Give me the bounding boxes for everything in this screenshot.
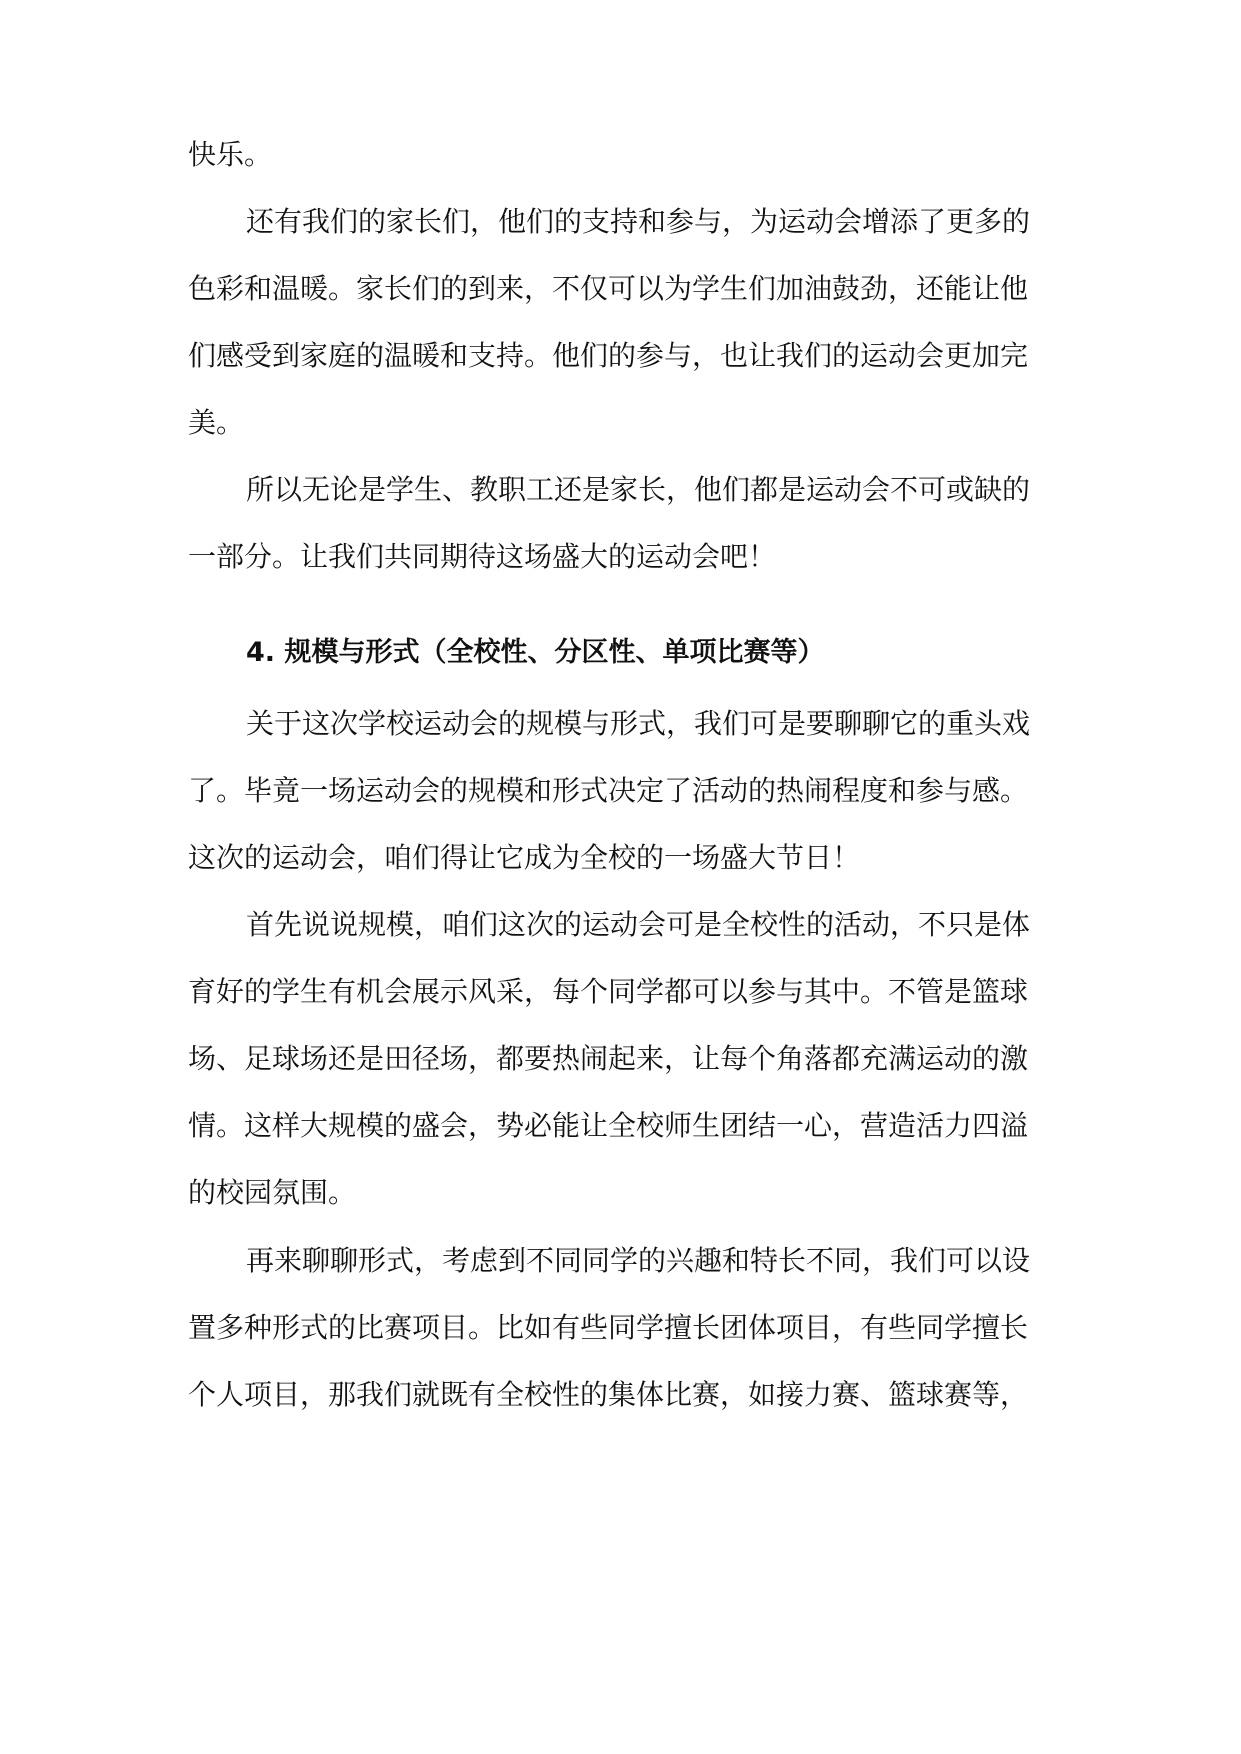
paragraph-line: 育好的学生有机会展示风采，每个同学都可以参与其中。不管是篮球 bbox=[188, 975, 1029, 1008]
paragraph-line: 场、足球场还是田径场，都要热闹起来，让每个角落都充满运动的激 bbox=[188, 1042, 1029, 1075]
paragraph-line: 置多种形式的比赛项目。比如有些同学擅长团体项目，有些同学擅长 bbox=[188, 1311, 1029, 1344]
paragraph-line: 一部分。让我们共同期待这场盛大的运动会吧！ bbox=[188, 540, 777, 573]
paragraph-line: 的校园氛围。 bbox=[188, 1176, 357, 1209]
paragraph-line: 再来聊聊形式，考虑到不同同学的兴趣和特长不同，我们可以设 bbox=[246, 1244, 1031, 1277]
paragraph-line: 快乐。 bbox=[188, 138, 273, 171]
paragraph-line: 美。 bbox=[188, 406, 245, 439]
paragraph-line: 关于这次学校运动会的规模与形式，我们可是要聊聊它的重头戏 bbox=[246, 707, 1031, 740]
section-heading: 4. 规模与形式（全校性、分区性、单项比赛等） bbox=[246, 637, 825, 668]
paragraph-line: 们感受到家庭的温暖和支持。他们的参与，也让我们的运动会更加完 bbox=[188, 339, 1029, 372]
paragraph-line: 了。毕竟一场运动会的规模和形式决定了活动的热闹程度和参与感。 bbox=[188, 774, 1029, 807]
paragraph-line: 还有我们的家长们，他们的支持和参与，为运动会增添了更多的 bbox=[246, 205, 1031, 238]
paragraph-line: 所以无论是学生、教职工还是家长，他们都是运动会不可或缺的 bbox=[246, 473, 1031, 506]
paragraph-line: 色彩和温暖。家长们的到来，不仅可以为学生们加油鼓劲，还能让他 bbox=[188, 272, 1029, 305]
paragraph-line: 这次的运动会，咱们得让它成为全校的一场盛大节日！ bbox=[188, 841, 861, 874]
paragraph-line: 首先说说规模，咱们这次的运动会可是全校性的活动，不只是体 bbox=[246, 908, 1031, 941]
paragraph-line: 个人项目，那我们就既有全校性的集体比赛，如接力赛、篮球赛等， bbox=[188, 1378, 1029, 1411]
paragraph-line: 情。这样大规模的盛会，势必能让全校师生团结一心，营造活力四溢 bbox=[188, 1109, 1029, 1142]
